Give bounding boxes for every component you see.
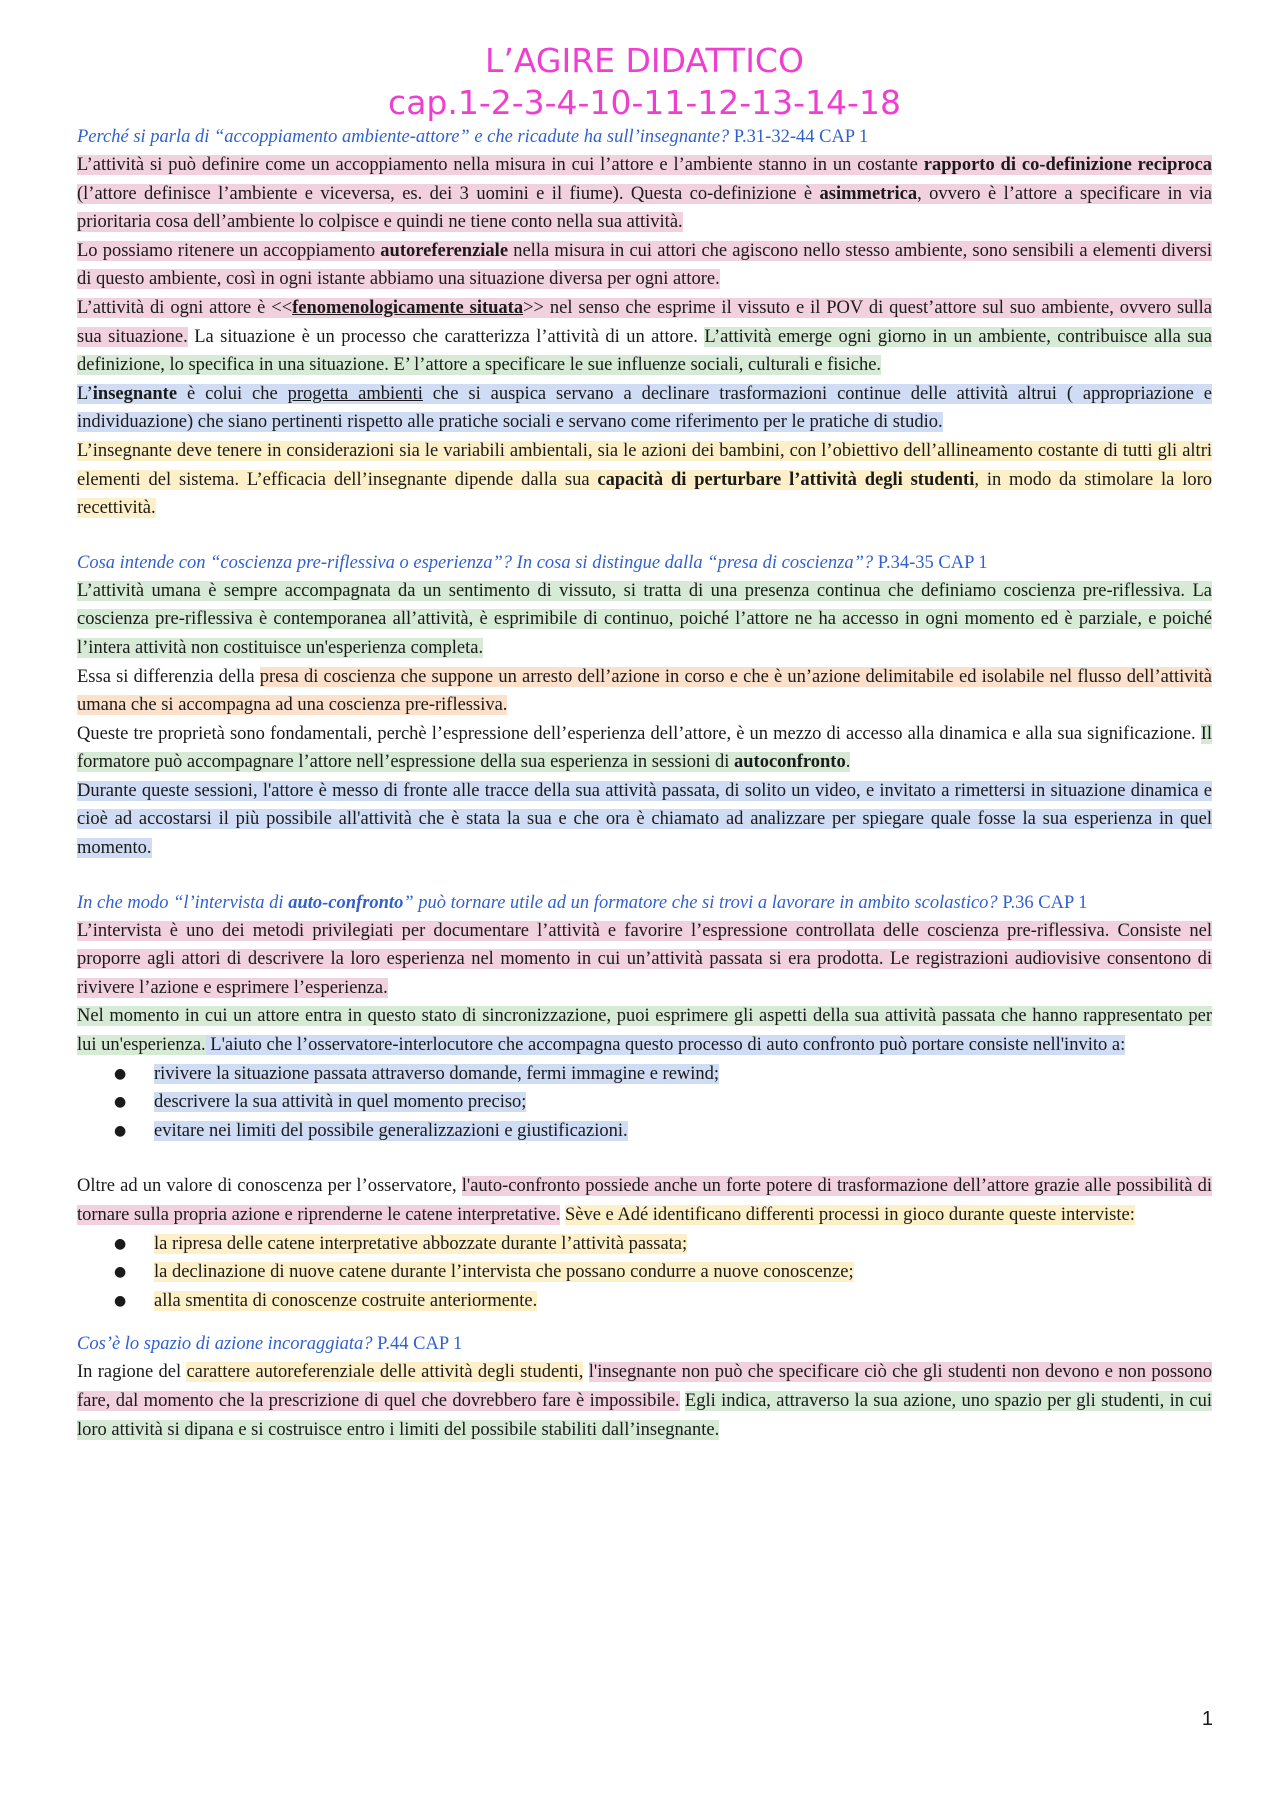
question-2-ref: P.34-35 CAP 1 xyxy=(877,552,988,573)
paragraph-2a: L’attività umana è sempre accompagnata da un sentimento di vissuto, si tratta di una presenza continua che definiamo coscienza pre-riflessiva. La coscienza pre-riflessiva è contemporanea all’attività, è esprimibile di continuo, poiché l’attore ne ha accesso in ogni momento ed è parziale, e poiché l’intera attività non costituisce un'esperienza completa. xyxy=(77,580,1212,658)
page-number: 1 xyxy=(1201,1708,1213,1730)
paragraph-2b: Essa si differenzia della presa di coscienza che suppone un arresto dell’azione in corso e che è un’azione delimitabile ed isolabile nel flusso dell’attività umana che si accompagna ad una coscienza pre-riflessiva. xyxy=(77,666,1212,716)
paragraph-3c: Oltre ad un valore di conoscenza per l’osservatore, l'auto-confronto possiede anche un forte potere di trasformazione dell’attore grazie alle possibilità di tornare sulla propria azione e riprenderne le catene interpretative. Sève e Adé identificano differenti processi in gioco durante queste interviste: xyxy=(77,1176,1212,1225)
question-2: Cosa intende con “coscienza pre-riflessiva o esperienza”? In cosa si distingue dalla “presa di coscienza”? P.34-35 CAP 1 xyxy=(77,552,988,573)
list-item: ● rivivere la situazione passata attraverso domande, fermi immagine e rewind; xyxy=(114,1060,1212,1089)
paragraph-1b: Lo possiamo ritenere un accoppiamento autoreferenziale nella misura in cui attori che agiscono nello stesso ambiente, sono sensibili a elementi diversi di questo ambiente, così in ogni istante abbiamo una situazione diversa per ogni attore. xyxy=(77,240,1212,290)
title-line-2: cap.1-2-3-4-10-11-12-13-14-18 xyxy=(388,83,901,122)
list-item: ● evitare nei limiti del possibile generalizzazioni e giustificazioni. xyxy=(114,1117,1212,1146)
paragraph-1e: L’insegnante deve tenere in considerazioni sia le variabili ambientali, sia le azioni dei bambini, con l’obiettivo dell’allineamento costante di tutti gli altri elementi del sistema. L’efficacia dell’insegnante dipende dalla sua capacità di perturbare l’attività degli studenti, in modo da stimolare la loro recettività. xyxy=(77,440,1212,519)
paragraph-1c: L’attività di ogni attore è <<fenomenologicamente situata>> nel senso che esprime il vissuto e il POV di quest’attore sul suo ambiente, ovvero sulla sua situazione. La situazione è un processo che caratterizza l’attività di un attore. L’attività emerge ogni giorno in un ambiente, contribuisce alla sua definizione, lo specifica in una situazione. E’ l’attore a specificare le sue influenze sociali, culturali e fisiche. xyxy=(77,297,1213,376)
document-page xyxy=(77,40,1212,1444)
question-1-ref: P.31-32-44 CAP 1 xyxy=(733,127,869,147)
list-item: ● la ripresa delle catene interpretative abbozzate durante l’attività passata; xyxy=(114,1230,1212,1259)
title-line-1: L’AGIRE DIDATTICO xyxy=(485,41,804,80)
paragraph-3b: Nel momento in cui un attore entra in questo stato di sincronizzazione, puoi esprimere gli aspetti della sua attività passata che hanno rappresentato per lui un'esperienza. L'aiuto che l’osservatore-interlocutore che accompagna questo processo di auto confronto può portare consiste nell'invito a: xyxy=(77,1006,1212,1056)
question-4-ref: P.44 CAP 1 xyxy=(377,1334,463,1355)
document-title xyxy=(77,40,1212,124)
question-4: Cos’è lo spazio di azione incoraggiata? P.44 CAP 1 xyxy=(77,1334,463,1355)
list-item: ● la declinazione di nuove catene durante l’intervista che possano condurre a nuove conoscenze; xyxy=(114,1258,1212,1287)
paragraph-4a: In ragione del carattere autoreferenziale delle attività degli studenti, l'insegnante non può che specificare ciò che gli studenti non devono e non possono fare, dal momento che la prescrizione di quel che dovrebbero fare è impossibile. Egli indica, attraverso la sua azione, uno spazio per gli studenti, in cui loro attività si dipana e si costruisce entro i limiti del possibile stabiliti dall’insegnante. xyxy=(77,1362,1213,1440)
question-3: In che modo “l’intervista di auto-confronto” può tornare utile ad un formatore che si trovi a lavorare in ambito scolastico? P.36 CAP 1 xyxy=(77,892,1088,913)
paragraph-2d: Durante queste sessioni, l'attore è messo di fronte alle tracce della sua attività passata, di solito un video, e invitato a rimettersi in situazione dinamica e cioè ad accostarsi il più possibile all'attività che è stata la sua e che ora è chiamato ad analizzare per spiegare quale fosse la sua esperienza in quel momento. xyxy=(77,780,1212,859)
paragraph-1d: L’insegnante è colui che progetta ambienti che si auspica servano a declinare trasformazioni continue delle attività altrui ( appropriazione e individuazione) che siano pertinenti rispetto alle pratiche sociali e servano come riferimento per le pratiche di studio. xyxy=(77,383,1212,433)
paragraph-3a: L’intervista è uno dei metodi privilegiati per documentare l’attività e favorire l’espressione controllata delle coscienza pre-riflessiva. Consiste nel proporre agli attori di descrivere la loro esperienza nel momento in cui un’attività passata si era prodotta. Le registrazioni audiovisive consentono di rivivere l’azione e esprimere l’esperienza. xyxy=(77,920,1212,998)
question-3-ref: P.36 CAP 1 xyxy=(1002,892,1088,913)
paragraph-2c: Queste tre proprietà sono fondamentali, perchè l’espressione dell’esperienza dell’attore, è un mezzo di accesso alla dinamica e alla sua significazione. Il formatore può accompagnare l’attore nell’espressione della sua esperienza in sessioni di autoconfronto. xyxy=(77,723,1212,773)
list-item: ● descrivere la sua attività in quel momento preciso; xyxy=(114,1088,1212,1117)
bullet-list-1 xyxy=(77,1060,1212,1146)
list-item: ● alla smentita di conoscenze costruite anteriormente. xyxy=(114,1287,1212,1316)
paragraph-1a: L’attività si può definire come un accoppiamento nella misura in cui l’attore e l’ambiente stanno in un costante rapporto di co-definizione reciproca (l’attore definisce l’ambiente e viceversa, es. dei 3 uomini e il fiume). Questa co-definizione è asimmetrica, ovvero è l’attore a specificare in via prioritaria cosa dell’ambiente lo colpisce e quindi ne tiene conto nella sua attività. xyxy=(77,155,1212,233)
bullet-list-2 xyxy=(77,1230,1212,1316)
question-1: Perché si parla di “accoppiamento ambiente-attore” e che ricadute ha sull’insegnante? P.31-32-44 CAP 1 xyxy=(77,127,869,147)
